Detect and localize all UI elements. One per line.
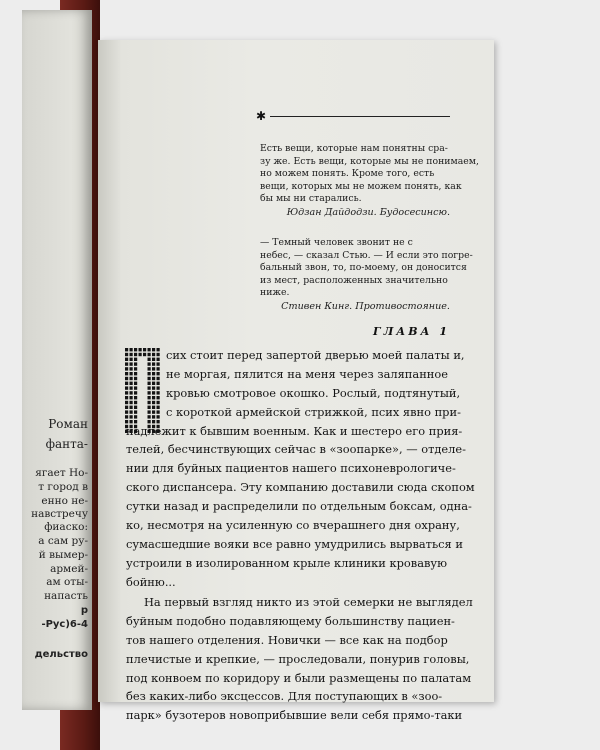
epigraph-line: — Темный человек звонит не с — [260, 237, 413, 248]
left-page — [22, 10, 92, 710]
text-line: сих стоит перед запертой дверью моей палаты и, — [166, 348, 465, 362]
left-page-fragment: фиаско: — [44, 521, 88, 533]
text-line: ского диспансера. Эту компанию доставили сюда скопом — [126, 480, 475, 495]
epigraph-line: но можем понять. Кроме того, есть — [260, 168, 435, 180]
epigraph-1-attribution: Юдзан Дайдодзи. Будосесинсю. — [286, 207, 450, 218]
text-line: с короткой армейской стрижкой, псих явно при- — [166, 404, 461, 419]
left-page-fragment: енно не- — [41, 495, 88, 507]
left-page-fragment: фанта- — [45, 437, 88, 451]
epigraph-1 — [260, 143, 479, 206]
epigraph-line: ниже. — [260, 287, 290, 299]
left-page-fragment: дельство — [34, 649, 88, 660]
left-page-fragment: р — [80, 605, 88, 616]
left-page-fragment: -Рус)6-4 — [41, 619, 88, 630]
text-line: устроили в изолированном крыле клиники кровавую — [126, 555, 448, 570]
left-page-fragment: т город в — [38, 481, 88, 493]
left-page-fragment: армей- — [50, 563, 88, 575]
epigraph-line: вещи, которых мы не можем понять, как — [260, 180, 462, 192]
epigraph-line: зу же. Есть вещи, которые мы не понимаем, — [260, 155, 479, 167]
text-line: не моргая, пялится на меня через заляпанное — [166, 366, 448, 381]
text-line: буйным подобно подавляющему большинству пациен- — [126, 613, 455, 628]
left-page-fragment: ягает Но- — [35, 467, 88, 479]
text-line: нии для буйных пациентов нашего психоневрологиче- — [126, 461, 456, 476]
epigraph-line: небес, — сказал Стью. — И если это погре- — [260, 249, 473, 261]
text-line: без каких-либо эксцессов. Для поступающих в «зоо- — [126, 689, 443, 704]
epigraph-2 — [260, 237, 473, 300]
text-line: ко, несмотря на усиленную со вчерашнего дня охрану, — [126, 518, 460, 533]
text-line: сутки назад и распределили по отдельным боксам, одна- — [126, 499, 472, 514]
text-line: телей, бесчинствующих сейчас в «зоопарке», — отделе- — [126, 442, 466, 457]
text-line: кровью смотровое окошко. Рослый, подтянутый, — [166, 385, 461, 400]
text-line: надлежит к бывшим военным. Как и шестеро его прия- — [126, 423, 463, 438]
text-line: бойню... — [126, 574, 176, 589]
text-line: тов нашего отделения. Новички — все как на подбор — [126, 632, 448, 647]
text-line: парк» бузотеров новоприбывшие вели себя прямо-таки — [126, 708, 463, 723]
paragraph-2 — [126, 593, 473, 725]
paragraph-1 — [126, 346, 475, 592]
text-line: плечистые и крепкие, — проследовали, понурив головы, — [126, 651, 470, 666]
left-page-fragment: й вымер- — [38, 549, 88, 561]
ornament-star-icon: ✱ — [256, 109, 267, 123]
left-page-fragment: а сам ру- — [38, 535, 88, 547]
left-page-fragment: навстречу — [31, 508, 88, 520]
text-line: На первый взгляд никто из этой семерки не выглядел — [144, 595, 473, 609]
epigraph-2-attribution: Стивен Кинг. Противостояние. — [281, 301, 450, 312]
epigraph-line: бы мы ни старались. — [260, 193, 362, 205]
text-line: под конвоем по коридору и были размещены по палатам — [126, 670, 472, 685]
left-page-fragment: ам оты- — [46, 576, 88, 588]
left-page-fragment: Роман — [48, 417, 88, 431]
left-page-fragment: напасть — [44, 590, 88, 602]
epigraph-line: бальный звон, то, по-моему, он доносится — [260, 262, 467, 274]
epigraph-line: из мест, расположенных значительно — [260, 274, 448, 286]
text-line: сумасшедшие вояки все равно умудрились вырваться и — [126, 536, 463, 551]
ornament-rule — [270, 116, 450, 117]
epigraph-line: Есть вещи, которые нам понятны сра- — [260, 143, 448, 154]
chapter-title: ГЛАВА 1 — [372, 325, 450, 338]
